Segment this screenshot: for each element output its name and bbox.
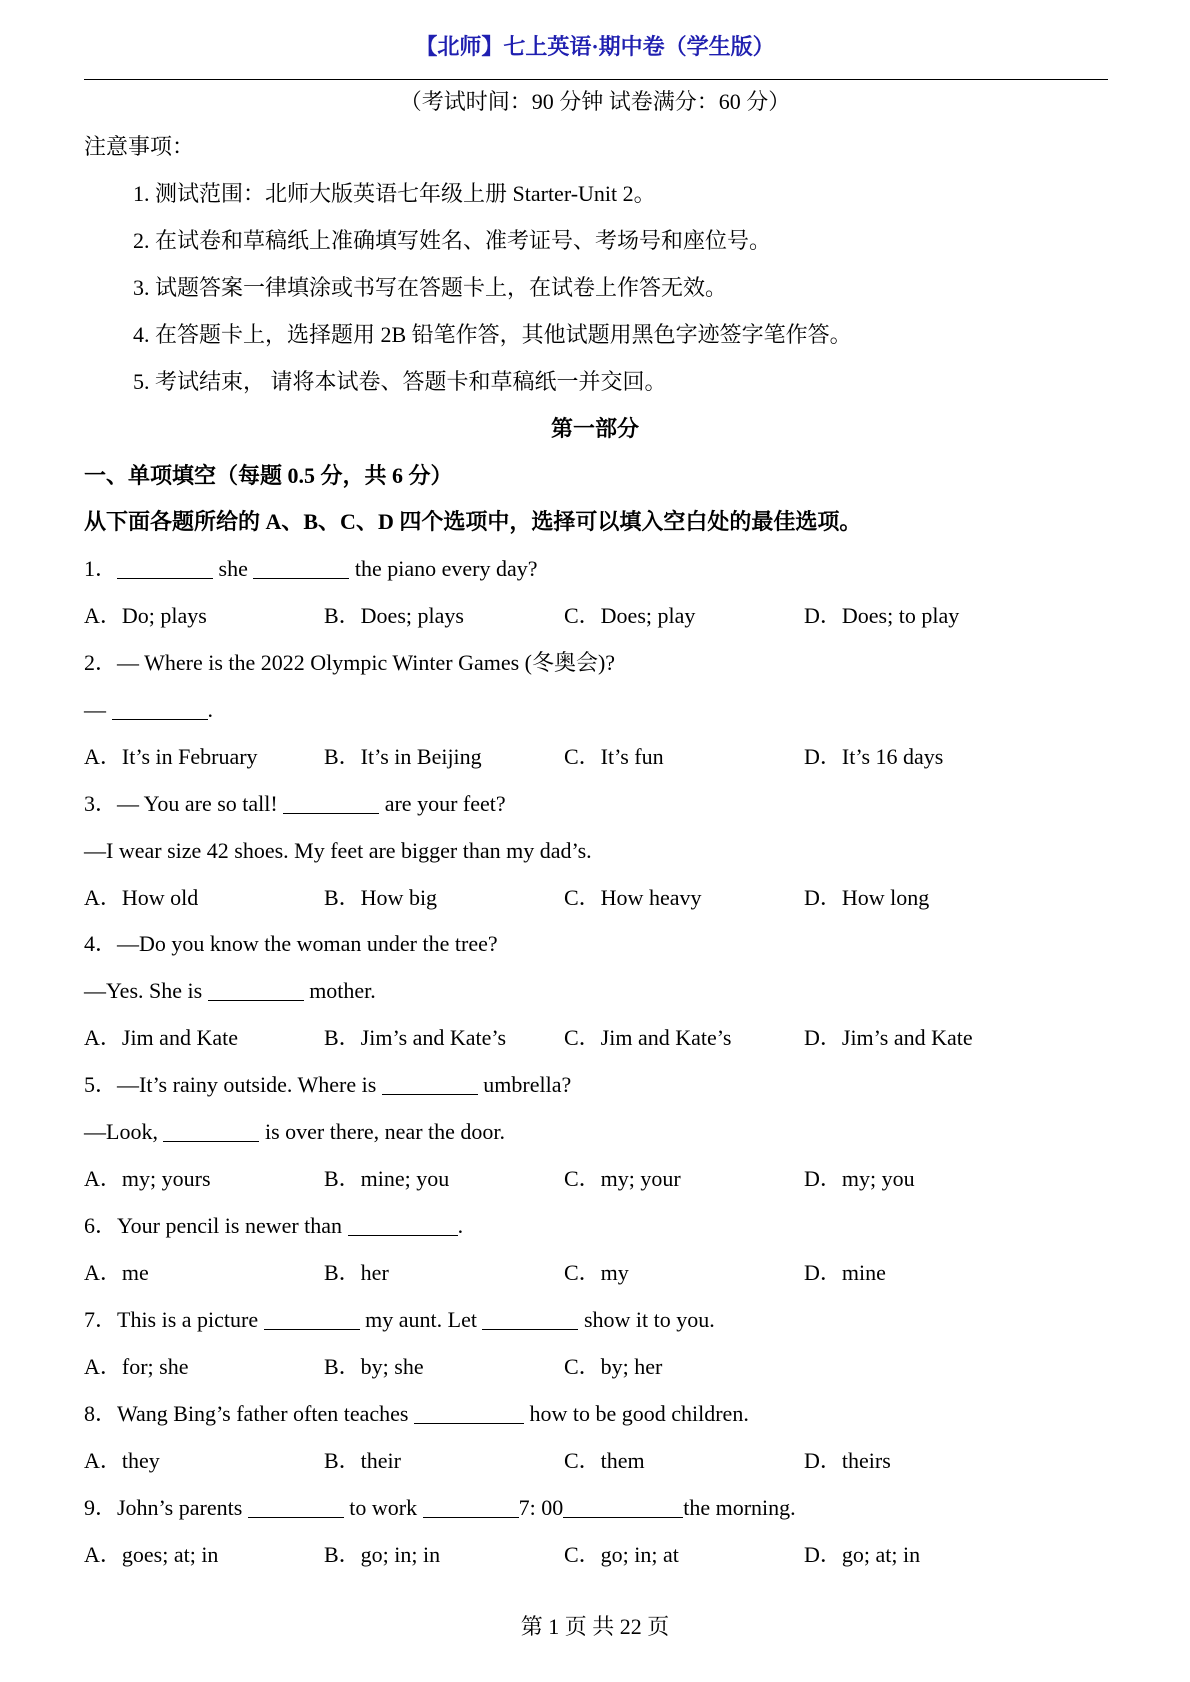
option-a: A．for; she [84,1354,189,1379]
question-5-reply: —Look, is over there, near the door. [84,1119,506,1144]
option-a: A．How old [84,885,199,910]
option-c: C．go; in; at [564,1542,679,1567]
exam-info: （考试时间：90 分钟 试卷满分：60 分） [399,89,791,114]
option-d: D．mine [804,1260,886,1285]
answer-blank [382,1072,478,1095]
option-a: A．my; yours [84,1166,211,1191]
answer-blank [253,556,349,579]
option-c: C．Does; play [564,603,696,628]
question-1: 1． she the piano every day? [84,556,538,581]
question-9: 9．John’s parents to work 7: 00 the morning. [84,1495,796,1520]
question-5: 5．—It’s rainy outside. Where is umbrella? [84,1072,572,1097]
option-d: D．Does; to play [804,603,960,628]
notes-heading: 注意事项： [84,134,195,159]
option-b: B．by; she [324,1354,424,1379]
option-b: B．It’s in Beijing [324,744,482,769]
option-b: B．their [324,1448,401,1473]
answer-blank [348,1213,458,1236]
option-a: A．me [84,1260,149,1285]
option-a: A．goes; at; in [84,1542,219,1567]
answer-blank [414,1401,524,1424]
answer-blank [423,1495,519,1518]
option-d: D．my; you [804,1166,915,1191]
answer-blank [482,1307,578,1330]
document-header-title: 【北师】七上英语·期中卷（学生版） [415,34,775,59]
option-c: C．my; your [564,1166,681,1191]
option-a: A．they [84,1448,160,1473]
answer-blank [112,697,208,720]
note-item: 5. 考试结束， 请将本试卷、答题卡和草稿纸一并交回。 [133,369,667,394]
note-item: 4. 在答题卡上，选择题用 2B 铅笔作答，其他试题用黑色字迹签字笔作答。 [133,322,852,347]
question-2: 2．— Where is the 2022 Olympic Winter Games (冬奥会)? [84,650,616,675]
option-c: C．my [564,1260,629,1285]
header-divider [84,79,1108,80]
option-d: D．How long [804,885,930,910]
question-number: 1． [84,556,118,581]
option-c: C．How heavy [564,885,702,910]
option-c: C．Jim and Kate’s [564,1025,732,1050]
part-title: 第一部分 [550,416,639,441]
section-instruction: 从下面各题所给的 A、B、C、D 四个选项中，选择可以填入空白处的最佳选项。 [84,509,862,534]
question-7: 7．This is a picture my aunt. Let show it to you. [84,1307,715,1332]
answer-blank [283,791,379,814]
question-3: 3．— You are so tall! are your feet? [84,791,506,816]
question-2-answer-line: — . [84,697,213,722]
answer-blank [163,1119,259,1142]
option-b: B．go; in; in [324,1542,441,1567]
question-3-reply: —I wear size 42 shoes. My feet are bigger than my dad’s. [84,838,592,863]
option-b: B．Does; plays [324,603,464,628]
option-a: A．Jim and Kate [84,1025,238,1050]
option-d: D．go; at; in [804,1542,921,1567]
option-d: D．It’s 16 days [804,744,944,769]
question-8: 8．Wang Bing’s father often teaches how to be good children. [84,1401,749,1426]
option-b: B．How big [324,885,438,910]
page-footer: 第 1 页 共 22 页 [520,1614,670,1639]
option-d: D．theirs [804,1448,891,1473]
note-item: 1. 测试范围：北师大版英语七年级上册 Starter-Unit 2。 [133,181,656,206]
answer-blank [208,978,304,1001]
section-title: 一、单项填空（每题 0.5 分，共 6 分） [84,463,453,488]
option-b: B．Jim’s and Kate’s [324,1025,507,1050]
option-d: D．Jim’s and Kate [804,1025,973,1050]
option-c: C．It’s fun [564,744,664,769]
note-item: 3. 试题答案一律填涂或书写在答题卡上，在试卷上作答无效。 [133,275,728,300]
option-c: C．by; her [564,1354,663,1379]
option-b: B．her [324,1260,389,1285]
option-c: C．them [564,1448,645,1473]
option-a: A．It’s in February [84,744,258,769]
question-4: 4．—Do you know the woman under the tree? [84,931,498,956]
answer-blank [117,556,213,579]
answer-blank [563,1495,683,1518]
option-b: B．mine; you [324,1166,450,1191]
note-item: 2. 在试卷和草稿纸上准确填写姓名、准考证号、考场号和座位号。 [133,228,772,253]
question-6: 6．Your pencil is newer than . [84,1213,464,1238]
option-a: A．Do; plays [84,603,207,628]
answer-blank [264,1307,360,1330]
question-4-reply: —Yes. She is mother. [84,978,376,1003]
answer-blank [248,1495,344,1518]
